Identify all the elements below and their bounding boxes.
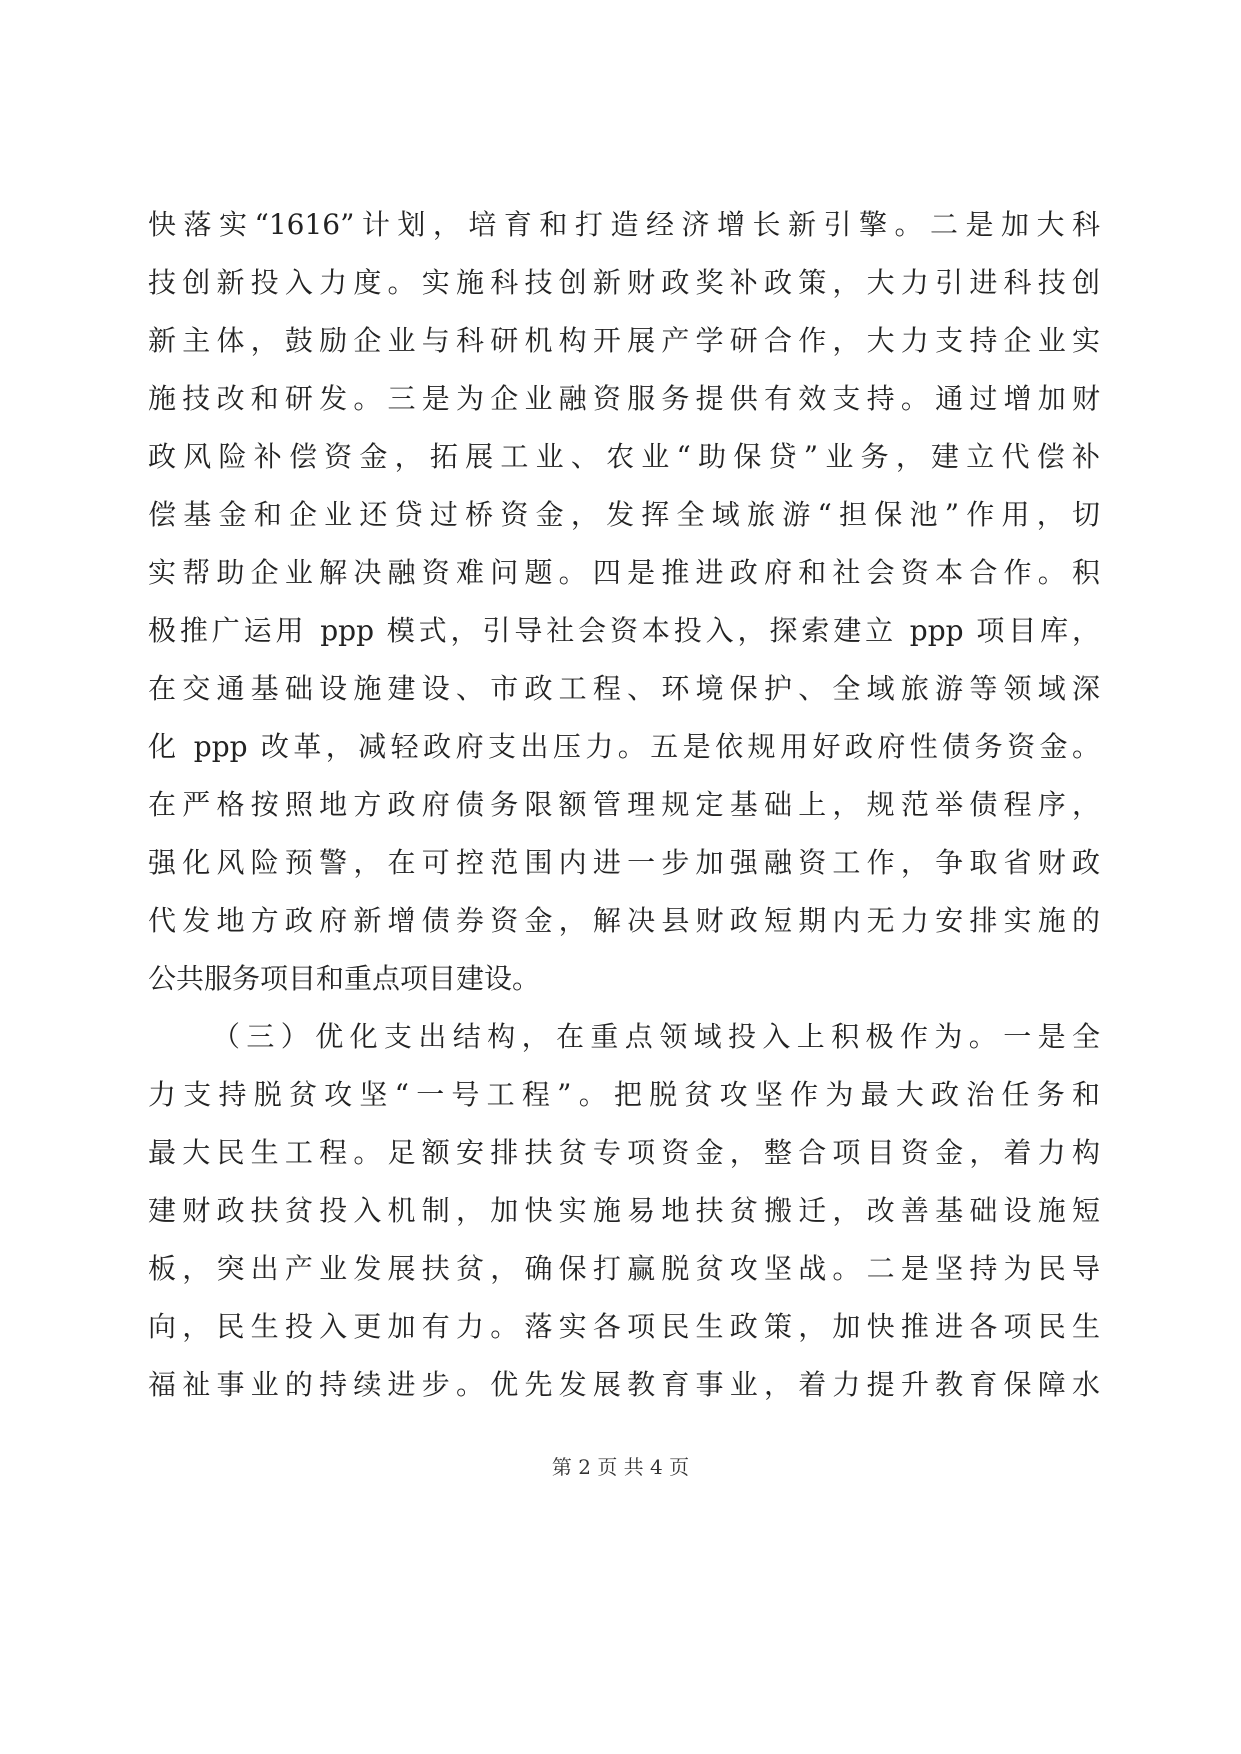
- page-number-footer: 第 2 页 共 4 页: [551, 1455, 690, 1479]
- text-line: 偿基金和企业还贷过桥资金，发挥全域旅游“担保池”作用，切: [148, 498, 1100, 531]
- text-line: 建财政扶贫投入机制，加快实施易地扶贫搬迁，改善基础设施短: [148, 1194, 1100, 1227]
- text-line: 极推广运用 ppp 模式，引导社会资本投入，探索建立 ppp 项目库，: [148, 614, 1100, 647]
- text-line: 强化风险预警，在可控范围内进一步加强融资工作，争取省财政: [148, 846, 1100, 879]
- text-line: 最大民生工程。足额安排扶贫专项资金，整合项目资金，着力构: [148, 1136, 1100, 1169]
- text-line: 技创新投入力度。实施科技创新财政奖补政策，大力引进科技创: [148, 266, 1100, 299]
- text-line: 政风险补偿资金，拓展工业、农业“助保贷”业务，建立代偿补: [148, 440, 1100, 473]
- text-line: 向，民生投入更加有力。落实各项民生政策，加快推进各项民生: [148, 1310, 1100, 1343]
- text-line: 板，突出产业发展扶贫，确保打赢脱贫攻坚战。二是坚持为民导: [148, 1252, 1100, 1285]
- text-line: 快落实“1616”计划，培育和打造经济增长新引擎。二是加大科: [148, 208, 1100, 241]
- text-line: 实帮助企业解决融资难问题。四是推进政府和社会资本合作。积: [148, 556, 1100, 589]
- text-line: 福祉事业的持续进步。优先发展教育事业，着力提升教育保障水: [148, 1368, 1100, 1401]
- text-line: 公共服务项目和重点项目建设。: [148, 962, 541, 995]
- text-line: 在交通基础设施建设、市政工程、环境保护、全域旅游等领域深: [148, 672, 1100, 705]
- text-line: 化 ppp 改革，减轻政府支出压力。五是依规用好政府性债务资金。: [148, 730, 1100, 763]
- section-heading-line: （三）优化支出结构，在重点领域投入上积极作为。一是全: [212, 1020, 1100, 1053]
- body-text: [148, 196, 1100, 1414]
- text-line: 新主体，鼓励企业与科研机构开展产学研合作，大力支持企业实: [148, 324, 1100, 357]
- text-line: 在严格按照地方政府债务限额管理规定基础上，规范举债程序，: [148, 788, 1100, 821]
- text-line: 代发地方政府新增债券资金，解决县财政短期内无力安排实施的: [148, 904, 1100, 937]
- text-line: 施技改和研发。三是为企业融资服务提供有效支持。通过增加财: [148, 382, 1100, 415]
- text-line: 力支持脱贫攻坚“一号工程”。把脱贫攻坚作为最大政治任务和: [148, 1078, 1100, 1111]
